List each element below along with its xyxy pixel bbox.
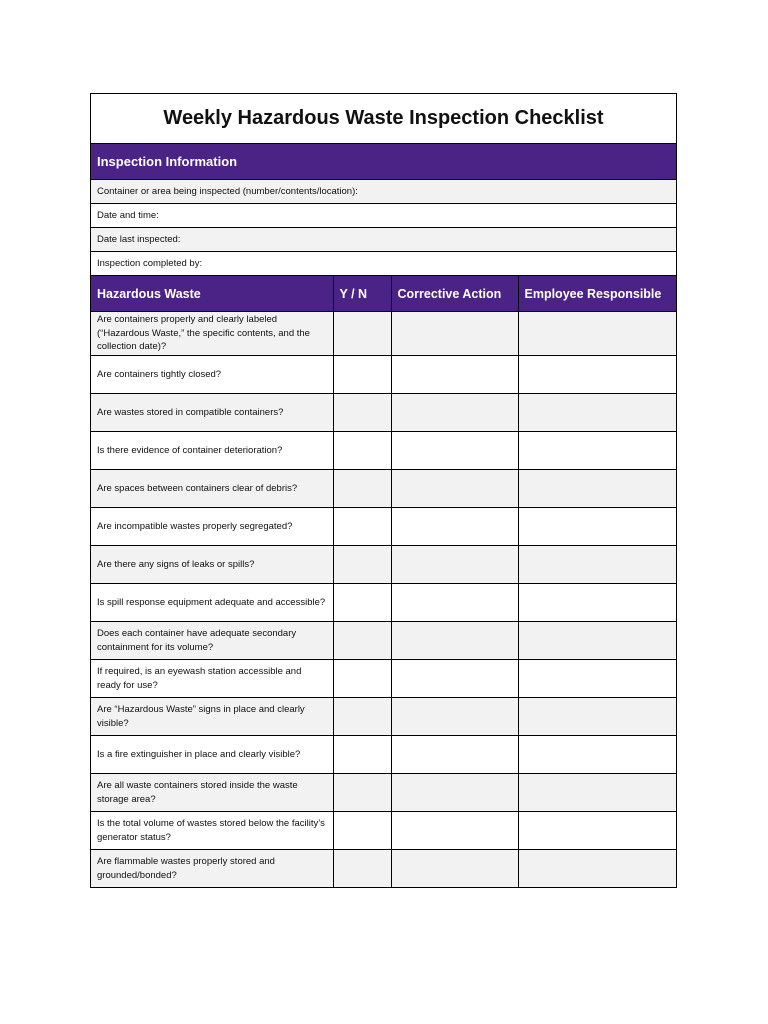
question-cell: Are all waste containers stored inside the waste storage area?	[91, 774, 333, 812]
corrective-action-cell[interactable]	[391, 622, 518, 660]
question-cell: Are there any signs of leaks or spills?	[91, 546, 333, 584]
yes-no-cell[interactable]	[333, 546, 391, 584]
employee-responsible-cell[interactable]	[518, 774, 676, 812]
question-cell: Is the total volume of wastes stored below the facility’s generator status?	[91, 812, 333, 850]
corrective-action-cell[interactable]	[391, 432, 518, 470]
column-header-hazardous-waste: Hazardous Waste	[91, 276, 333, 312]
question-cell: Are “Hazardous Waste” signs in place and clearly visible?	[91, 698, 333, 736]
corrective-action-cell[interactable]	[391, 546, 518, 584]
info-field-date-last-inspected[interactable]: Date last inspected:	[91, 228, 676, 252]
question-cell: Are incompatible wastes properly segregated?	[91, 508, 333, 546]
info-field-inspection-completed-by[interactable]: Inspection completed by:	[91, 252, 676, 276]
info-field-container-area[interactable]: Container or area being inspected (number/contents/location):	[91, 180, 676, 204]
employee-responsible-cell[interactable]	[518, 356, 676, 394]
question-cell: Is a fire extinguisher in place and clearly visible?	[91, 736, 333, 774]
corrective-action-cell[interactable]	[391, 508, 518, 546]
table-row	[91, 546, 676, 584]
yes-no-cell[interactable]	[333, 812, 391, 850]
corrective-action-cell[interactable]	[391, 698, 518, 736]
table-row	[91, 660, 676, 698]
table-row	[91, 622, 676, 660]
yes-no-cell[interactable]	[333, 470, 391, 508]
table-row	[91, 698, 676, 736]
column-header-employee-responsible: Employee Responsible	[518, 276, 676, 312]
column-header-yes-no: Y / N	[333, 276, 391, 312]
yes-no-cell[interactable]	[333, 584, 391, 622]
table-row	[91, 312, 676, 356]
column-header-corrective-action: Corrective Action	[391, 276, 518, 312]
employee-responsible-cell[interactable]	[518, 394, 676, 432]
yes-no-cell[interactable]	[333, 622, 391, 660]
checklist-table	[91, 276, 676, 887]
document-title: Weekly Hazardous Waste Inspection Checklist	[91, 94, 676, 144]
yes-no-cell[interactable]	[333, 356, 391, 394]
employee-responsible-cell[interactable]	[518, 546, 676, 584]
question-cell: Does each container have adequate secondary containment for its volume?	[91, 622, 333, 660]
inspection-info-header: Inspection Information	[91, 144, 676, 180]
table-row	[91, 432, 676, 470]
yes-no-cell[interactable]	[333, 394, 391, 432]
yes-no-cell[interactable]	[333, 660, 391, 698]
question-cell: Is spill response equipment adequate and accessible?	[91, 584, 333, 622]
question-cell: Are containers properly and clearly labeled (“Hazardous Waste,” the specific contents, and the collection date)?	[91, 312, 333, 356]
employee-responsible-cell[interactable]	[518, 812, 676, 850]
employee-responsible-cell[interactable]	[518, 432, 676, 470]
table-row	[91, 356, 676, 394]
yes-no-cell[interactable]	[333, 312, 391, 356]
corrective-action-cell[interactable]	[391, 356, 518, 394]
employee-responsible-cell[interactable]	[518, 622, 676, 660]
corrective-action-cell[interactable]	[391, 736, 518, 774]
employee-responsible-cell[interactable]	[518, 470, 676, 508]
employee-responsible-cell[interactable]	[518, 508, 676, 546]
corrective-action-cell[interactable]	[391, 812, 518, 850]
employee-responsible-cell[interactable]	[518, 850, 676, 888]
yes-no-cell[interactable]	[333, 508, 391, 546]
corrective-action-cell[interactable]	[391, 470, 518, 508]
checklist-document	[90, 93, 677, 888]
yes-no-cell[interactable]	[333, 850, 391, 888]
table-row	[91, 470, 676, 508]
corrective-action-cell[interactable]	[391, 774, 518, 812]
yes-no-cell[interactable]	[333, 698, 391, 736]
table-header-row	[91, 276, 676, 312]
corrective-action-cell[interactable]	[391, 850, 518, 888]
yes-no-cell[interactable]	[333, 432, 391, 470]
table-row	[91, 584, 676, 622]
table-row	[91, 394, 676, 432]
question-cell: Are wastes stored in compatible containers?	[91, 394, 333, 432]
employee-responsible-cell[interactable]	[518, 660, 676, 698]
table-row	[91, 812, 676, 850]
info-field-date-time[interactable]: Date and time:	[91, 204, 676, 228]
question-cell: If required, is an eyewash station accessible and ready for use?	[91, 660, 333, 698]
employee-responsible-cell[interactable]	[518, 698, 676, 736]
question-cell: Are containers tightly closed?	[91, 356, 333, 394]
corrective-action-cell[interactable]	[391, 584, 518, 622]
corrective-action-cell[interactable]	[391, 660, 518, 698]
employee-responsible-cell[interactable]	[518, 312, 676, 356]
table-row	[91, 850, 676, 888]
table-row	[91, 736, 676, 774]
question-cell: Are flammable wastes properly stored and grounded/bonded?	[91, 850, 333, 888]
table-row	[91, 774, 676, 812]
question-cell: Are spaces between containers clear of debris?	[91, 470, 333, 508]
corrective-action-cell[interactable]	[391, 394, 518, 432]
yes-no-cell[interactable]	[333, 736, 391, 774]
table-row	[91, 508, 676, 546]
employee-responsible-cell[interactable]	[518, 584, 676, 622]
yes-no-cell[interactable]	[333, 774, 391, 812]
question-cell: Is there evidence of container deterioration?	[91, 432, 333, 470]
corrective-action-cell[interactable]	[391, 312, 518, 356]
employee-responsible-cell[interactable]	[518, 736, 676, 774]
